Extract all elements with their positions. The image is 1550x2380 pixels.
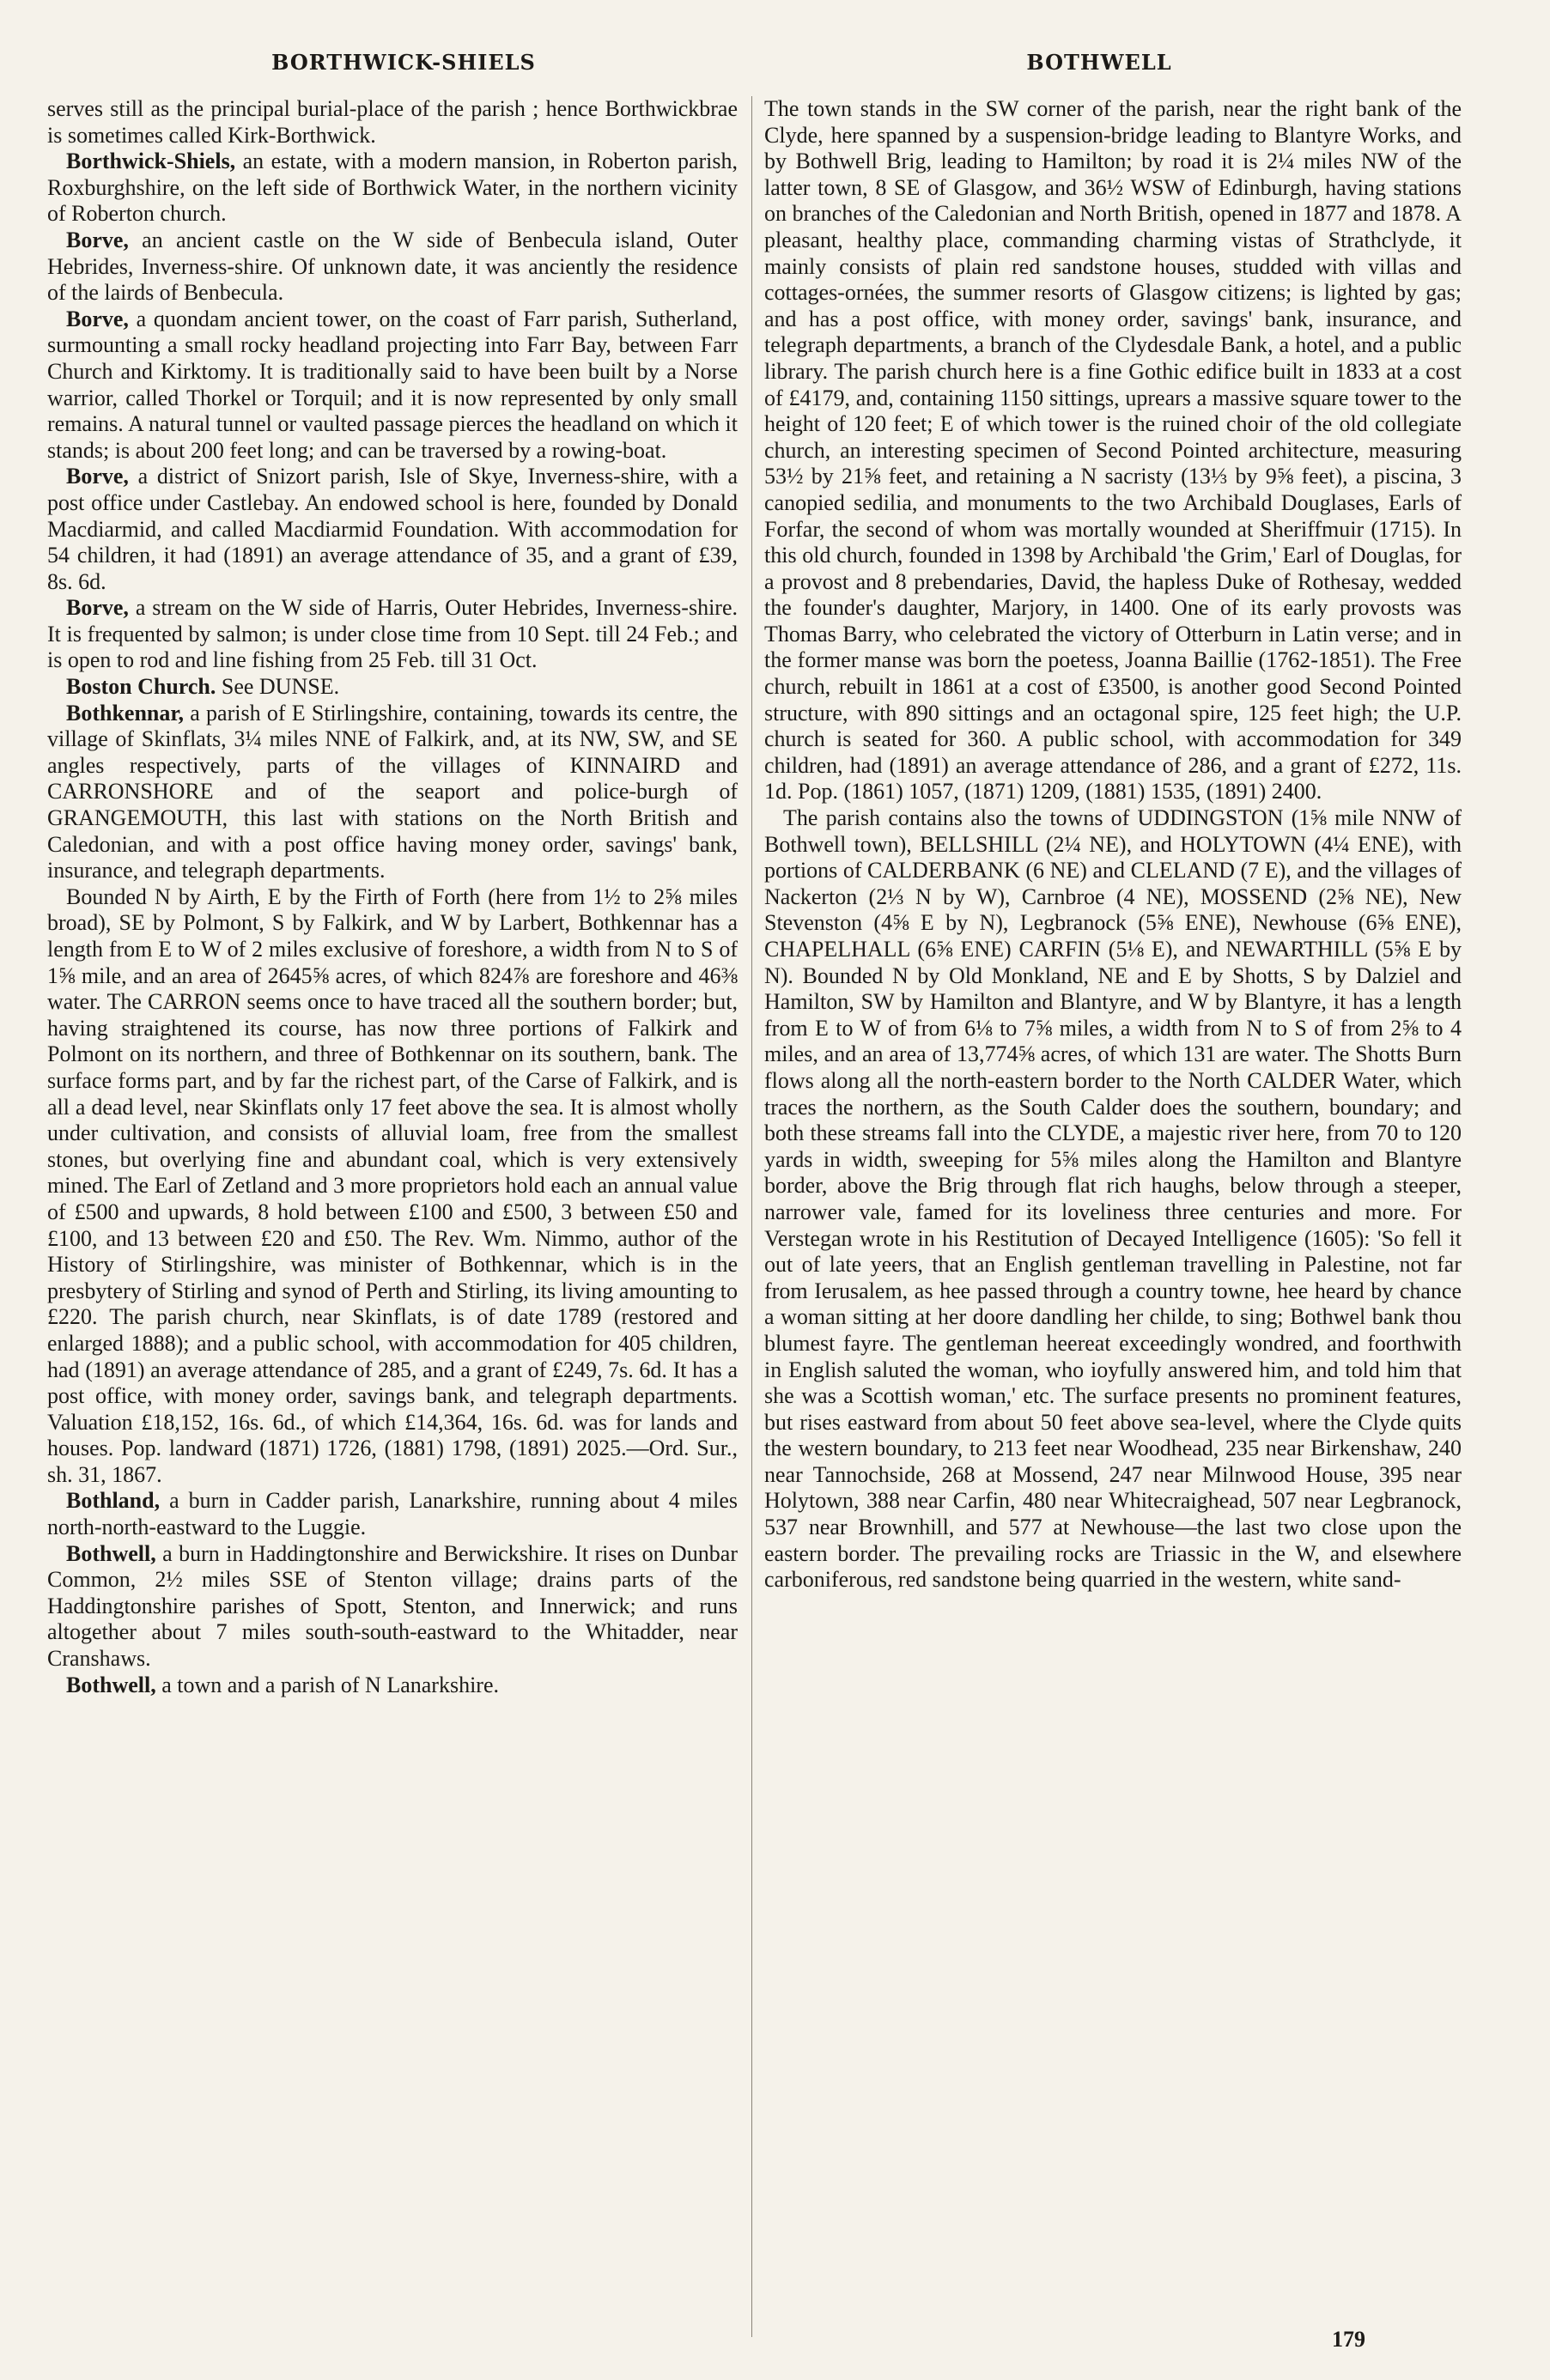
entry-paragraph — [47, 1541, 738, 1673]
entry-paragraph — [47, 307, 738, 464]
entry-text: Bounded N by Airth, E by the Firth of Forth (here from 1½ to 2⅝ miles broad), SE by Polmont, S by Falkirk, and W by Larbert, Bothkennar has a length from E to W of 2 miles exclusive of foreshore, a width from N to S of 1⅝ mile, and an area of 2645⅝ acres, of which 824⅞ are foreshore and 46⅜ water. The CARRON seems once to have traced all the southern border; but, having straightened its course, has now three portions of Falkirk and Polmont on its northern, and three of Bothkennar on its southern, bank. The surface forms part, and by far the richest part, of the Carse of Falkirk, and is all a dead level, near Skinflats only 17 feet above the sea. It is almost wholly under cultivation, and consists of alluvial loam, free from the smallest stones, but overlying fine and abundant coal, which is very extensively mined. The Earl of Zetland and 3 more proprietors hold each an annual value of £500 and upwards, 8 hold between £100 and £500, 3 between £50 and £100, and 13 between £20 and £50. The Rev. Wm. Nimmo, author of the History of Stirlingshire, was minister of Bothkennar, which is in the presbytery of Stirling and synod of Perth and Stirling, its living amounting to £220. The parish church, near Skinflats, is of date 1789 (restored and enlarged 1888); and a public school, with accommodation for 405 children, had (1891) an average attendance of 285, and a grant of £249, 7s. 6d. It has a post office, with money order, savings bank, and telegraph departments. Valuation £18,152, 16s. 6d., of which £14,364, 16s. 6d. was for lands and houses. Pop. landward (1871) 1726, (1881) 1798, (1891) 2025.—Ord. Sur., sh. 31, 1867. — [47, 883, 738, 1487]
running-head-left: BORTHWICK-SHIELS — [271, 50, 536, 75]
entry-text: an estate, with a modern mansion, in Roberton parish, Roxburghshire, on the left side of Borthwick Water, in the northern vicinity of Roberton church. — [47, 149, 738, 227]
entry-text: a district of Snizort parish, Isle of Skye, Inverness-shire, with a post office under Castlebay. An endowed school is here, founded by Donald Macdiarmid, and called Macdiarmid Foundation. With accommodation for 54 children, it had (1891) an average attendance of 35, and a grant of £39, 8s. 6d. — [47, 464, 738, 594]
column-divider — [751, 96, 752, 2337]
entry-paragraph — [47, 464, 738, 595]
entry-text: a burn in Cadder parish, Lanarkshire, running about 4 miles north-north-eastward to the Luggie. — [47, 1488, 738, 1540]
entry-paragraph — [47, 674, 738, 701]
entry-headword: Borve, — [66, 464, 129, 489]
entry-headword: Bothkennar, — [66, 700, 185, 726]
entry-paragraph — [47, 149, 738, 228]
entry-headword: Borve, — [66, 595, 129, 621]
entry-paragraph — [47, 96, 738, 149]
entry-text: The parish contains also the towns of UDDINGSTON (1⅝ mile NNW of Bothwell town), BELLSHILL (2¼ NE), and HOLYTOWN (4¼ ENE), with portions of CALDERBANK (6 NE) and CLELAND (7 E), and the villages of Nackerton (2⅓ N by W), Carnbroe (4 NE), MOSSEND (2⅝ NE), New Stevenston (4⅝ E by N), Legbranock (5⅝ ENE), Newhouse (6⅝ ENE), CHAPELHALL (6⅝ ENE) CARFIN (5⅛ E), and NEWARTHILL (5⅝ E by N). Bounded N by Old Monkland, NE and E by Shotts, S by Dalziel and Hamilton, SW by Hamilton and Blantyre, and W by Blantyre, it has a length from E to W of from 6⅛ to 7⅝ miles, a width from N to S of from 2⅝ to 4 miles, and an area of 13,774⅝ acres, of which 131 are water. The Shotts Burn flows along all the north-eastern border to the North CALDER Water, which traces the northern, as the South Calder does the southern, boundary; and both these streams fall into the CLYDE, a majestic river here, from 70 to 120 yards in width, sweeping for 5⅝ miles along the Hamilton and Blantyre border, above the Brig through flat rich haughs, below through a steeper, narrower vale, famed for its loveliness three centuries and more. For Verstegan wrote in his Restitution of Decayed Intelligence (1605): 'So fell it out of late yeers, that an English gentleman travelling in Palestine, not far from Ierusalem, as hee passed through a country towne, hee heard by chance a woman sitting at her doore dandling her childe, to sing; Bothwel bank thou blumest fayre. The gentleman heereat exceedingly wondred, and foorthwith in English saluted the woman, who ioyfully answered him, and told him that she was a Scottish woman,' etc. The surface presents no prominent features, but rises eastward from about 50 feet above sea-level, where the Clyde quits the western boundary, to 213 feet near Woodhead, 235 near Birkenshaw, 240 near Tannochside, 268 at Mossend, 247 near Milnwood House, 395 near Holytown, 388 near Carfin, 480 near Whitecraighead, 507 near Legbranock, 537 near Brownhill, and 577 at Newhouse—the last two close upon the eastern border. The prevailing rocks are Triassic in the W, and elsewhere carboniferous, red sandstone being quarried in the western, white sand- — [764, 805, 1462, 1593]
entry-paragraph — [47, 1488, 738, 1540]
entry-text: serves still as the principal burial-place of the parish ; hence Borthwickbrae is sometimes called Kirk-Borthwick. — [47, 96, 738, 148]
entry-paragraph — [47, 228, 738, 307]
right-column — [764, 96, 1462, 1594]
page-number: 179 — [1332, 2327, 1365, 2352]
entry-paragraph — [47, 595, 738, 674]
entry-text: a town and a parish of N Lanarkshire. — [155, 1672, 499, 1697]
entry-text: a stream on the W side of Harris, Outer Hebrides, Inverness-shire. It is frequented by salmon; is under close time from 10 Sept. till 24 Feb.; and is open to rod and line fishing from 25 Feb. till 31 Oct. — [47, 595, 738, 673]
entry-headword: Borthwick-Shiels, — [66, 149, 236, 174]
entry-text: The town stands in the SW corner of the parish, near the right bank of the Clyde, here spanned by a suspension-bridge leading to Blantyre Works, and by Bothwell Brig, leading to Hamilton; by road it is 2¼ miles NW of the latter town, 8 SE of Glasgow, and 36½ WSW of Edinburgh, having stations on branches of the Caledonian and North British, opened in 1877 and 1878. A pleasant, healthy place, commanding charming vistas of Strathclyde, it mainly consists of plain red sandstone houses, studded with villas and cottages-ornées, the summer resorts of Glasgow citizens; is lighted by gas; and has a post office, with money order, savings' bank, insurance, and telegraph departments, a branch of the Clydesdale Bank, a hotel, and a public library. The parish church here is a fine Gothic edifice built in 1833 at a cost of £4179, and, containing 1150 sittings, uprears a massive square tower to the height of 120 feet; E of which tower is the ruined choir of the old collegiate church, an interesting specimen of Second Pointed architecture, measuring 53½ by 21⅝ feet, and retaining a N sacristy (13⅓ by 9⅝ feet), a piscina, 3 canopied sedilia, and monuments to the two Archibald Douglases, Earls of Forfar, the second of whom was mortally wounded at Sheriffmuir (1715). In this old church, founded in 1398 by Archibald 'the Grim,' Earl of Douglas, for a provost and 8 prebendaries, David, the hapless Duke of Rothesay, wedded the founder's daughter, Marjory, in 1400. One of its early provosts was Thomas Barry, who celebrated the victory of Otterburn in Latin verse; and in the former manse was born the poetess, Joanna Baillie (1762-1851). The Free church, rebuilt in 1861 at a cost of £3500, is another good Second Pointed structure, with 890 sittings and an octagonal spire, 125 feet high; the U.P. church is seated for 360. A public school, with accommodation for 349 children, had (1891) an average attendance of 286, and a grant of £272, 11s. 1d. Pop. (1861) 1057, (1871) 1209, (1881) 1535, (1891) 2400. — [764, 96, 1462, 804]
entry-text: See DUNSE. — [216, 674, 340, 700]
entry-paragraph — [47, 1673, 738, 1699]
entry-paragraph — [47, 701, 738, 884]
running-head-right: BOTHWELL — [1026, 50, 1172, 75]
entry-text: a burn in Haddingtonshire and Berwickshire. It rises on Dunbar Common, 2½ miles SSE of Stenton village; drains parts of the Haddingtonshire parishes of Spott, Stenton, and Innerwick; and runs altogether about 7 miles south-south-eastward to the Whitadder, near Cranshaws. — [47, 1540, 738, 1672]
entry-headword: Borve, — [66, 227, 129, 252]
entry-paragraph — [47, 884, 738, 1489]
left-column — [47, 96, 738, 1698]
entry-text: a quondam ancient tower, on the coast of Farr parish, Sutherland, surmounting a small rocky headland projecting into Farr Bay, between Farr Church and Kirktomy. It is traditionally said to have been built by a Norse warrior, called Thorkel or Torquil; and it is now represented by only small remains. A natural tunnel or vaulted passage pierces the headland on which it stands; is about 200 feet long; and can be traversed by a rowing-boat. — [47, 306, 738, 463]
entry-text: a parish of E Stirlingshire, containing, towards its centre, the village of Skinflats, 3¼ miles NNE of Falkirk, and, at its NW, SW, and SE angles respectively, parts of the villages of KINNAIRD and CARRONSHORE and of the seaport and police-burgh of GRANGEMOUTH, this last with stations on the North British and Caledonian, and with a post office having money order, savings' bank, insurance, and telegraph departments. — [47, 700, 738, 883]
entry-headword: Bothwell, — [66, 1540, 156, 1566]
entry-headword: Bothland, — [66, 1488, 161, 1514]
entry-headword: Boston Church. — [66, 674, 216, 700]
entry-paragraph — [764, 96, 1462, 805]
entry-paragraph — [764, 805, 1462, 1594]
entry-headword: Borve, — [66, 306, 129, 331]
entry-headword: Bothwell, — [66, 1672, 156, 1697]
entry-text: an ancient castle on the W side of Benbecula island, Outer Hebrides, Inverness-shire. Of unknown date, it was anciently the residence of the lairds of Benbecula. — [47, 227, 738, 306]
